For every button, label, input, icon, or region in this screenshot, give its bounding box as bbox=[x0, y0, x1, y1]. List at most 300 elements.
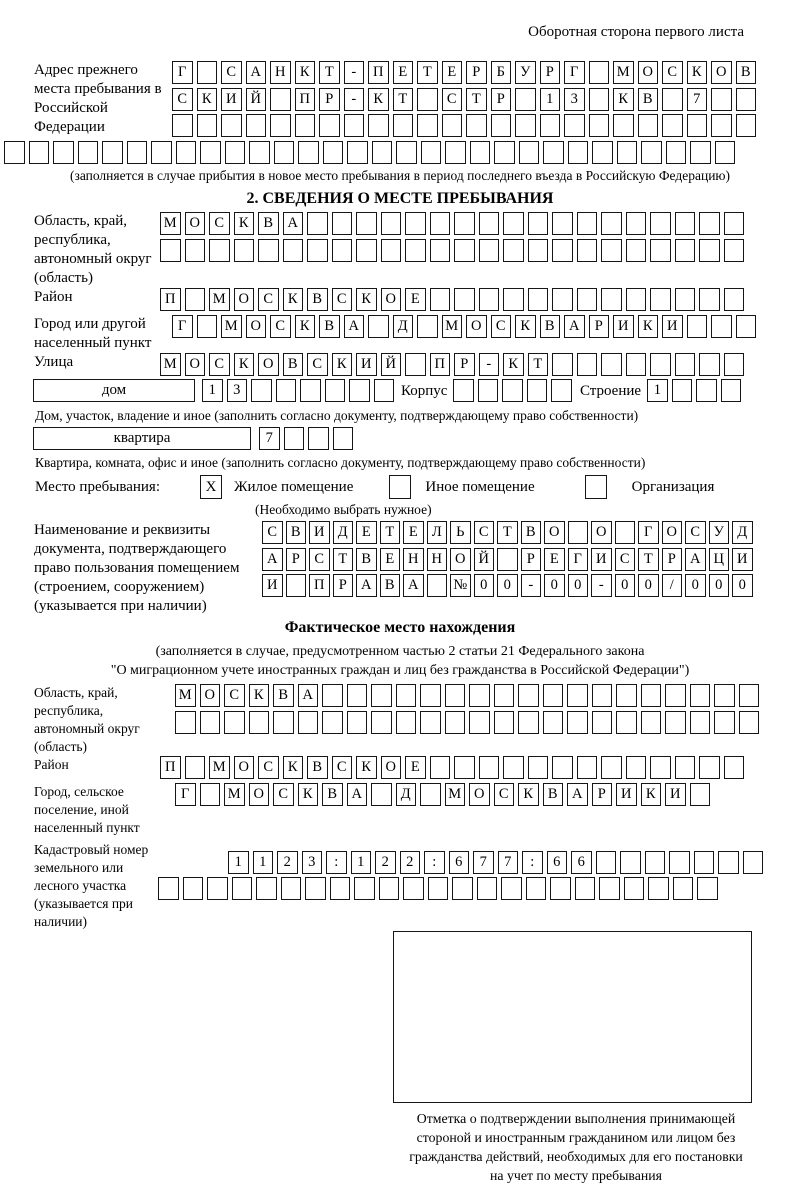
char-cell[interactable] bbox=[503, 212, 524, 235]
char-cell[interactable]: К bbox=[295, 315, 316, 338]
char-cell[interactable] bbox=[641, 684, 662, 707]
char-cell[interactable] bbox=[298, 711, 319, 734]
char-cell[interactable]: В bbox=[638, 88, 659, 111]
char-cell[interactable] bbox=[650, 288, 671, 311]
char-cell[interactable]: 2 bbox=[400, 851, 421, 874]
char-cell[interactable]: С bbox=[442, 88, 463, 111]
char-cell[interactable] bbox=[648, 877, 669, 900]
char-cell[interactable] bbox=[626, 353, 647, 376]
char-cell[interactable]: 0 bbox=[497, 574, 518, 597]
char-cell[interactable] bbox=[626, 239, 647, 262]
char-cell[interactable] bbox=[552, 239, 573, 262]
char-cell[interactable] bbox=[577, 756, 598, 779]
char-cell[interactable] bbox=[430, 288, 451, 311]
char-cell[interactable]: М bbox=[442, 315, 463, 338]
char-cell[interactable]: Е bbox=[356, 521, 377, 544]
char-cell[interactable] bbox=[151, 141, 172, 164]
char-cell[interactable] bbox=[347, 684, 368, 707]
char-cell[interactable] bbox=[494, 141, 515, 164]
char-cell[interactable]: С bbox=[221, 61, 242, 84]
char-cell[interactable] bbox=[249, 141, 270, 164]
char-cell[interactable] bbox=[420, 783, 441, 806]
char-cell[interactable]: 7 bbox=[259, 427, 280, 450]
char-cell[interactable] bbox=[420, 684, 441, 707]
char-cell[interactable] bbox=[527, 379, 548, 402]
char-cell[interactable]: Р bbox=[286, 548, 307, 571]
char-cell[interactable] bbox=[197, 315, 218, 338]
char-cell[interactable]: К bbox=[687, 61, 708, 84]
char-cell[interactable]: № bbox=[450, 574, 471, 597]
char-cell[interactable] bbox=[430, 212, 451, 235]
char-cell[interactable] bbox=[207, 877, 228, 900]
char-cell[interactable] bbox=[736, 315, 757, 338]
char-cell[interactable]: С bbox=[307, 353, 328, 376]
char-cell[interactable] bbox=[470, 141, 491, 164]
char-cell[interactable] bbox=[528, 239, 549, 262]
char-cell[interactable] bbox=[518, 684, 539, 707]
char-cell[interactable] bbox=[371, 711, 392, 734]
char-cell[interactable] bbox=[690, 711, 711, 734]
char-cell[interactable] bbox=[356, 212, 377, 235]
char-cell[interactable] bbox=[721, 379, 742, 402]
char-cell[interactable]: 0 bbox=[544, 574, 565, 597]
char-cell[interactable] bbox=[528, 288, 549, 311]
char-cell[interactable] bbox=[454, 212, 475, 235]
char-cell[interactable] bbox=[675, 353, 696, 376]
char-cell[interactable]: 0 bbox=[732, 574, 753, 597]
char-cell[interactable] bbox=[469, 711, 490, 734]
char-cell[interactable]: Н bbox=[427, 548, 448, 571]
char-cell[interactable]: - bbox=[344, 61, 365, 84]
char-cell[interactable]: К bbox=[295, 61, 316, 84]
char-cell[interactable] bbox=[601, 353, 622, 376]
char-cell[interactable] bbox=[715, 141, 736, 164]
char-cell[interactable]: 1 bbox=[228, 851, 249, 874]
char-cell[interactable]: О bbox=[234, 756, 255, 779]
char-cell[interactable] bbox=[445, 684, 466, 707]
char-cell[interactable] bbox=[577, 212, 598, 235]
char-cell[interactable] bbox=[381, 239, 402, 262]
stay-type-checkbox-inoe[interactable] bbox=[389, 475, 411, 499]
char-cell[interactable] bbox=[568, 141, 589, 164]
char-cell[interactable]: С bbox=[615, 548, 636, 571]
char-cell[interactable] bbox=[379, 877, 400, 900]
char-cell[interactable] bbox=[127, 141, 148, 164]
char-cell[interactable] bbox=[699, 756, 720, 779]
char-cell[interactable] bbox=[454, 288, 475, 311]
char-cell[interactable] bbox=[589, 61, 610, 84]
char-cell[interactable] bbox=[283, 239, 304, 262]
char-cell[interactable]: Д bbox=[333, 521, 354, 544]
char-cell[interactable]: А bbox=[347, 783, 368, 806]
char-cell[interactable] bbox=[567, 711, 588, 734]
char-cell[interactable] bbox=[543, 711, 564, 734]
char-cell[interactable]: П bbox=[295, 88, 316, 111]
char-cell[interactable] bbox=[638, 114, 659, 137]
char-cell[interactable] bbox=[711, 114, 732, 137]
char-cell[interactable] bbox=[479, 212, 500, 235]
char-cell[interactable]: - bbox=[521, 574, 542, 597]
char-cell[interactable]: В bbox=[307, 288, 328, 311]
char-cell[interactable]: К bbox=[356, 288, 377, 311]
char-cell[interactable]: О bbox=[711, 61, 732, 84]
char-cell[interactable] bbox=[349, 379, 370, 402]
char-cell[interactable] bbox=[699, 353, 720, 376]
char-cell[interactable] bbox=[274, 141, 295, 164]
char-cell[interactable] bbox=[452, 877, 473, 900]
char-cell[interactable]: Р bbox=[540, 61, 561, 84]
char-cell[interactable] bbox=[736, 88, 757, 111]
char-cell[interactable]: А bbox=[685, 548, 706, 571]
char-cell[interactable] bbox=[699, 288, 720, 311]
char-cell[interactable]: О bbox=[591, 521, 612, 544]
char-cell[interactable]: О bbox=[638, 61, 659, 84]
char-cell[interactable] bbox=[185, 756, 206, 779]
char-cell[interactable] bbox=[616, 684, 637, 707]
char-cell[interactable]: О bbox=[450, 548, 471, 571]
char-cell[interactable] bbox=[551, 379, 572, 402]
char-cell[interactable]: С bbox=[494, 783, 515, 806]
char-cell[interactable]: / bbox=[662, 574, 683, 597]
char-cell[interactable] bbox=[298, 141, 319, 164]
char-cell[interactable] bbox=[650, 212, 671, 235]
char-cell[interactable] bbox=[319, 114, 340, 137]
char-cell[interactable] bbox=[160, 239, 181, 262]
char-cell[interactable]: С bbox=[332, 288, 353, 311]
char-cell[interactable]: С bbox=[270, 315, 291, 338]
char-cell[interactable] bbox=[356, 239, 377, 262]
char-cell[interactable] bbox=[221, 114, 242, 137]
char-cell[interactable] bbox=[641, 141, 662, 164]
char-cell[interactable]: К bbox=[197, 88, 218, 111]
char-cell[interactable]: А bbox=[283, 212, 304, 235]
char-cell[interactable]: 1 bbox=[202, 379, 223, 402]
char-cell[interactable]: С bbox=[491, 315, 512, 338]
char-cell[interactable]: М bbox=[160, 212, 181, 235]
char-cell[interactable]: Т bbox=[319, 61, 340, 84]
char-cell[interactable] bbox=[175, 711, 196, 734]
char-cell[interactable]: В bbox=[356, 548, 377, 571]
char-cell[interactable]: С bbox=[309, 548, 330, 571]
char-cell[interactable]: У bbox=[709, 521, 730, 544]
char-cell[interactable]: С bbox=[209, 353, 230, 376]
char-cell[interactable] bbox=[690, 141, 711, 164]
char-cell[interactable] bbox=[696, 379, 717, 402]
char-cell[interactable]: Т bbox=[497, 521, 518, 544]
char-cell[interactable] bbox=[479, 756, 500, 779]
stay-type-checkbox-org[interactable] bbox=[585, 475, 607, 499]
char-cell[interactable] bbox=[197, 114, 218, 137]
char-cell[interactable]: В bbox=[319, 315, 340, 338]
char-cell[interactable] bbox=[552, 756, 573, 779]
char-cell[interactable]: Р bbox=[466, 61, 487, 84]
char-cell[interactable] bbox=[502, 379, 523, 402]
char-cell[interactable] bbox=[420, 711, 441, 734]
char-cell[interactable]: В bbox=[322, 783, 343, 806]
char-cell[interactable] bbox=[330, 877, 351, 900]
char-cell[interactable]: В bbox=[286, 521, 307, 544]
char-cell[interactable] bbox=[724, 212, 745, 235]
char-cell[interactable]: В bbox=[258, 212, 279, 235]
char-cell[interactable] bbox=[209, 239, 230, 262]
char-cell[interactable] bbox=[281, 877, 302, 900]
char-cell[interactable] bbox=[596, 851, 617, 874]
char-cell[interactable] bbox=[305, 877, 326, 900]
char-cell[interactable] bbox=[308, 427, 329, 450]
char-cell[interactable] bbox=[601, 239, 622, 262]
char-cell[interactable] bbox=[417, 315, 438, 338]
char-cell[interactable]: И bbox=[616, 783, 637, 806]
char-cell[interactable] bbox=[577, 353, 598, 376]
char-cell[interactable] bbox=[617, 141, 638, 164]
char-cell[interactable]: Г bbox=[638, 521, 659, 544]
char-cell[interactable]: 6 bbox=[449, 851, 470, 874]
char-cell[interactable]: С bbox=[662, 61, 683, 84]
char-cell[interactable] bbox=[393, 114, 414, 137]
char-cell[interactable] bbox=[183, 877, 204, 900]
char-cell[interactable] bbox=[286, 574, 307, 597]
char-cell[interactable]: А bbox=[298, 684, 319, 707]
char-cell[interactable] bbox=[615, 521, 636, 544]
char-cell[interactable]: - bbox=[344, 88, 365, 111]
char-cell[interactable]: О bbox=[185, 353, 206, 376]
char-cell[interactable] bbox=[232, 877, 253, 900]
char-cell[interactable] bbox=[417, 114, 438, 137]
char-cell[interactable]: Р bbox=[454, 353, 475, 376]
char-cell[interactable]: А bbox=[344, 315, 365, 338]
char-cell[interactable] bbox=[445, 711, 466, 734]
char-cell[interactable] bbox=[687, 315, 708, 338]
char-cell[interactable]: Р bbox=[589, 315, 610, 338]
char-cell[interactable] bbox=[246, 114, 267, 137]
char-cell[interactable] bbox=[714, 684, 735, 707]
char-cell[interactable]: М bbox=[445, 783, 466, 806]
char-cell[interactable] bbox=[270, 114, 291, 137]
char-cell[interactable] bbox=[552, 212, 573, 235]
char-cell[interactable] bbox=[403, 877, 424, 900]
char-cell[interactable] bbox=[491, 114, 512, 137]
char-cell[interactable]: Р bbox=[521, 548, 542, 571]
char-cell[interactable]: Г bbox=[175, 783, 196, 806]
char-cell[interactable]: Т bbox=[333, 548, 354, 571]
char-cell[interactable]: 0 bbox=[685, 574, 706, 597]
char-cell[interactable] bbox=[699, 239, 720, 262]
char-cell[interactable] bbox=[718, 851, 739, 874]
char-cell[interactable]: И bbox=[221, 88, 242, 111]
char-cell[interactable]: В bbox=[736, 61, 757, 84]
char-cell[interactable] bbox=[256, 877, 277, 900]
char-cell[interactable] bbox=[405, 239, 426, 262]
char-cell[interactable] bbox=[694, 851, 715, 874]
char-cell[interactable] bbox=[503, 756, 524, 779]
char-cell[interactable]: Р bbox=[491, 88, 512, 111]
char-cell[interactable]: С bbox=[209, 212, 230, 235]
char-cell[interactable] bbox=[477, 877, 498, 900]
char-cell[interactable] bbox=[284, 427, 305, 450]
char-cell[interactable]: : bbox=[424, 851, 445, 874]
char-cell[interactable]: Д bbox=[393, 315, 414, 338]
char-cell[interactable]: К bbox=[332, 353, 353, 376]
char-cell[interactable]: 0 bbox=[638, 574, 659, 597]
char-cell[interactable]: А bbox=[403, 574, 424, 597]
char-cell[interactable]: 6 bbox=[571, 851, 592, 874]
char-cell[interactable] bbox=[675, 239, 696, 262]
char-cell[interactable] bbox=[396, 711, 417, 734]
char-cell[interactable] bbox=[528, 212, 549, 235]
char-cell[interactable] bbox=[445, 141, 466, 164]
char-cell[interactable] bbox=[690, 684, 711, 707]
char-cell[interactable] bbox=[540, 114, 561, 137]
char-cell[interactable]: Е bbox=[405, 288, 426, 311]
char-cell[interactable]: 2 bbox=[375, 851, 396, 874]
char-cell[interactable] bbox=[662, 88, 683, 111]
char-cell[interactable] bbox=[200, 711, 221, 734]
char-cell[interactable] bbox=[234, 239, 255, 262]
char-cell[interactable]: Р bbox=[333, 574, 354, 597]
char-cell[interactable]: 1 bbox=[647, 379, 668, 402]
char-cell[interactable] bbox=[669, 851, 690, 874]
char-cell[interactable]: Е bbox=[403, 521, 424, 544]
char-cell[interactable]: 0 bbox=[474, 574, 495, 597]
char-cell[interactable]: С bbox=[262, 521, 283, 544]
char-cell[interactable]: Т bbox=[417, 61, 438, 84]
char-cell[interactable] bbox=[497, 548, 518, 571]
char-cell[interactable]: К bbox=[298, 783, 319, 806]
char-cell[interactable]: 7 bbox=[687, 88, 708, 111]
char-cell[interactable]: П bbox=[160, 288, 181, 311]
char-cell[interactable] bbox=[577, 239, 598, 262]
char-cell[interactable] bbox=[526, 877, 547, 900]
char-cell[interactable] bbox=[276, 379, 297, 402]
char-cell[interactable] bbox=[589, 114, 610, 137]
char-cell[interactable]: - bbox=[479, 353, 500, 376]
char-cell[interactable] bbox=[589, 88, 610, 111]
char-cell[interactable]: К bbox=[641, 783, 662, 806]
char-cell[interactable]: С bbox=[273, 783, 294, 806]
char-cell[interactable] bbox=[381, 212, 402, 235]
char-cell[interactable]: П bbox=[309, 574, 330, 597]
char-cell[interactable]: В bbox=[540, 315, 561, 338]
char-cell[interactable] bbox=[307, 239, 328, 262]
char-cell[interactable]: К bbox=[283, 756, 304, 779]
char-cell[interactable]: О bbox=[381, 756, 402, 779]
char-cell[interactable]: И bbox=[665, 783, 686, 806]
char-cell[interactable]: Й bbox=[474, 548, 495, 571]
char-cell[interactable] bbox=[430, 756, 451, 779]
char-cell[interactable] bbox=[641, 711, 662, 734]
char-cell[interactable] bbox=[675, 756, 696, 779]
char-cell[interactable] bbox=[295, 114, 316, 137]
char-cell[interactable] bbox=[577, 288, 598, 311]
char-cell[interactable] bbox=[673, 877, 694, 900]
char-cell[interactable]: О bbox=[466, 315, 487, 338]
char-cell[interactable]: О bbox=[246, 315, 267, 338]
char-cell[interactable]: Г bbox=[564, 61, 585, 84]
char-cell[interactable]: В bbox=[307, 756, 328, 779]
char-cell[interactable] bbox=[466, 114, 487, 137]
char-cell[interactable] bbox=[550, 877, 571, 900]
char-cell[interactable] bbox=[300, 379, 321, 402]
char-cell[interactable]: Й bbox=[246, 88, 267, 111]
char-cell[interactable] bbox=[494, 684, 515, 707]
char-cell[interactable] bbox=[543, 684, 564, 707]
char-cell[interactable] bbox=[690, 783, 711, 806]
char-cell[interactable]: 7 bbox=[498, 851, 519, 874]
char-cell[interactable]: О bbox=[469, 783, 490, 806]
char-cell[interactable] bbox=[699, 212, 720, 235]
char-cell[interactable] bbox=[650, 353, 671, 376]
char-cell[interactable] bbox=[427, 574, 448, 597]
char-cell[interactable] bbox=[249, 711, 270, 734]
char-cell[interactable]: И bbox=[732, 548, 753, 571]
char-cell[interactable] bbox=[739, 684, 760, 707]
char-cell[interactable] bbox=[372, 141, 393, 164]
char-cell[interactable]: М bbox=[209, 288, 230, 311]
stay-type-checkbox-zhiloe[interactable]: X bbox=[200, 475, 222, 499]
char-cell[interactable] bbox=[592, 711, 613, 734]
char-cell[interactable]: С bbox=[685, 521, 706, 544]
char-cell[interactable]: - bbox=[591, 574, 612, 597]
char-cell[interactable]: К bbox=[283, 288, 304, 311]
char-cell[interactable] bbox=[371, 783, 392, 806]
char-cell[interactable]: А bbox=[246, 61, 267, 84]
char-cell[interactable] bbox=[503, 288, 524, 311]
char-cell[interactable]: П bbox=[368, 61, 389, 84]
char-cell[interactable]: Л bbox=[427, 521, 448, 544]
char-cell[interactable] bbox=[428, 877, 449, 900]
char-cell[interactable]: Д bbox=[396, 783, 417, 806]
char-cell[interactable] bbox=[29, 141, 50, 164]
char-cell[interactable] bbox=[332, 239, 353, 262]
char-cell[interactable] bbox=[430, 239, 451, 262]
char-cell[interactable] bbox=[568, 521, 589, 544]
char-cell[interactable] bbox=[711, 315, 732, 338]
char-cell[interactable]: И bbox=[613, 315, 634, 338]
char-cell[interactable] bbox=[354, 877, 375, 900]
char-cell[interactable] bbox=[273, 711, 294, 734]
char-cell[interactable] bbox=[697, 877, 718, 900]
char-cell[interactable]: 3 bbox=[227, 379, 248, 402]
char-cell[interactable] bbox=[322, 684, 343, 707]
char-cell[interactable] bbox=[724, 353, 745, 376]
char-cell[interactable] bbox=[543, 141, 564, 164]
char-cell[interactable] bbox=[519, 141, 540, 164]
char-cell[interactable]: 3 bbox=[302, 851, 323, 874]
char-cell[interactable] bbox=[736, 114, 757, 137]
char-cell[interactable] bbox=[515, 114, 536, 137]
char-cell[interactable]: О bbox=[381, 288, 402, 311]
char-cell[interactable]: О bbox=[258, 353, 279, 376]
char-cell[interactable] bbox=[332, 212, 353, 235]
char-cell[interactable]: И bbox=[309, 521, 330, 544]
char-cell[interactable] bbox=[396, 141, 417, 164]
char-cell[interactable]: К bbox=[368, 88, 389, 111]
char-cell[interactable]: К bbox=[518, 783, 539, 806]
char-cell[interactable]: 1 bbox=[351, 851, 372, 874]
char-cell[interactable] bbox=[368, 315, 389, 338]
char-cell[interactable] bbox=[687, 114, 708, 137]
char-cell[interactable] bbox=[371, 684, 392, 707]
char-cell[interactable]: О bbox=[249, 783, 270, 806]
char-cell[interactable]: А bbox=[262, 548, 283, 571]
char-cell[interactable]: П bbox=[430, 353, 451, 376]
char-cell[interactable] bbox=[417, 88, 438, 111]
char-cell[interactable] bbox=[620, 851, 641, 874]
char-cell[interactable] bbox=[601, 212, 622, 235]
char-cell[interactable] bbox=[575, 877, 596, 900]
char-cell[interactable]: В bbox=[521, 521, 542, 544]
char-cell[interactable] bbox=[347, 141, 368, 164]
